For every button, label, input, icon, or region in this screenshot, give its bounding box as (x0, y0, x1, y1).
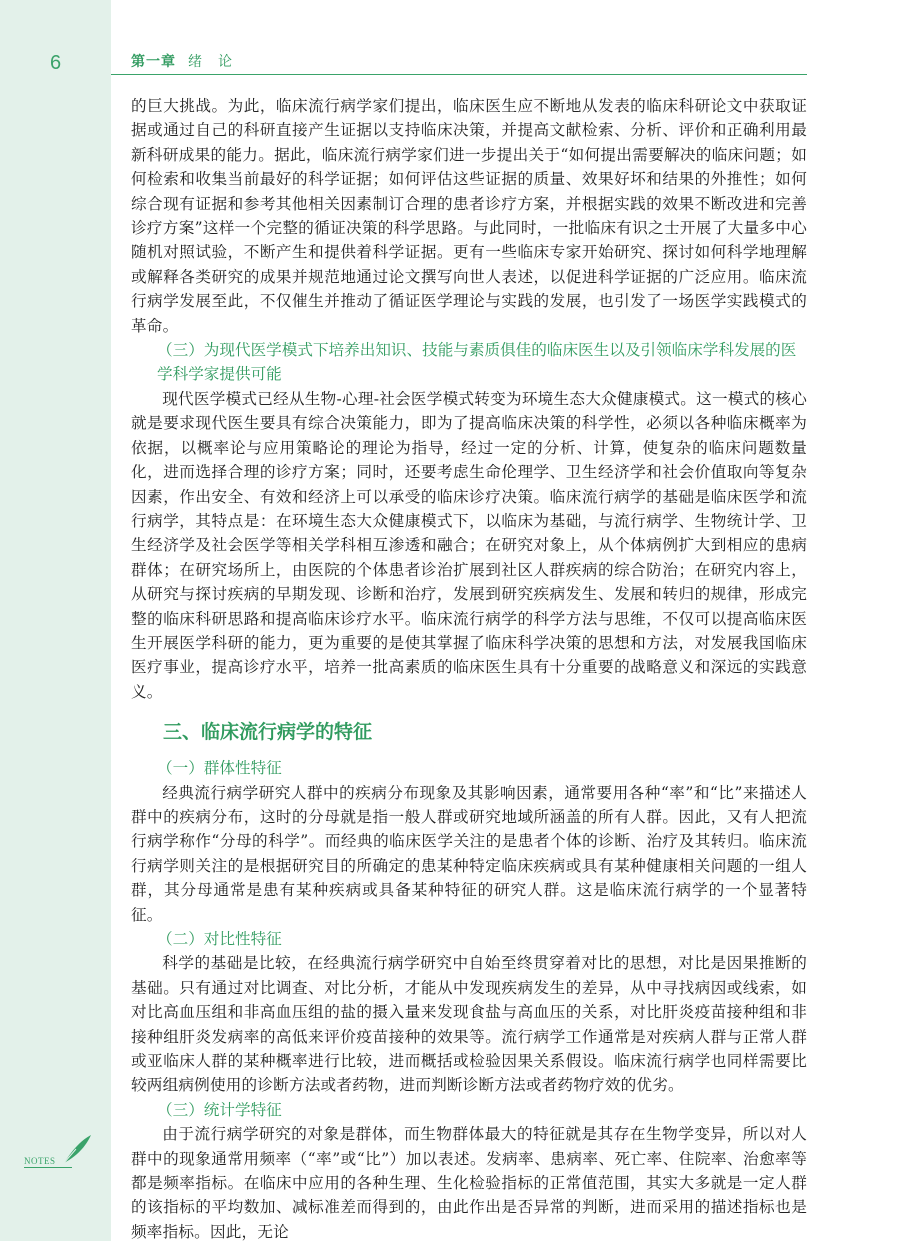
header-rule (111, 74, 807, 75)
subheading-three-modern-model: （三）为现代医学模式下培养出知识、技能与素质俱佳的临床医生以及引领临床学科发展的医学科学家提供可能 (157, 341, 797, 384)
notes-marker (24, 1134, 94, 1170)
paragraph-continued: 的巨大挑战。为此，临床流行病学家们提出，临床医生应不断地从发表的临床科研论文中获取证据或通过自己的科研直接产生证据以支持临床决策，并提高文献检索、分析、评价和正确利用最新科研成果的能力。据此，临床流行病学家们进一步提出关于“如何提出需要解决的临床问题；如何检索和收集当前最好的科学证据；如何评估这些证据的质量、效果好坏和结果的外推性；如何综合现有证据和参考其他相关因素制订合理的患者诊疗方案，并根据实践的效果不断改进和完善诊疗方案”这样一个完整的循证决策的科学思路。与此同时，一批临床有识之士开展了大量多中心随机对照试验，不断产生和提供着科学证据。更有一些临床专家开始研究、探讨如何科学地理解或解释各类研究的成果并规范地通过论文撰写向世人表述，以促进科学证据的广泛应用。临床流行病学发展至此，不仅催生并推动了循证医学理论与实践的发展，也引发了一场医学实践模式的革命。 (131, 97, 807, 335)
paragraph-statistics: 由于流行病学研究的对象是群体，而生物群体最大的特征就是其存在生物学变异，所以对人群中的现象通常用频率（“率”或“比”）加以表述。发病率、患病率、死亡率、住院率、治愈率等都是频率指标。在临床中应用的各种生理、生化检验指标的正常值范围，其实大多就是一定人群的该指标的平均数加、减标准差而得到的，由此作出是否异常的判断，进而采用的描述指标也是频率指标。因此，无论 (131, 1125, 807, 1241)
subheading-comparison: （二）对比性特征 (157, 930, 282, 948)
page-body (131, 94, 807, 1244)
section-heading-characteristics: 三、临床流行病学的特征 (163, 721, 373, 744)
paragraph-population: 经典流行病学研究人群中的疾病分布现象及其影响因素，通常要用各种“率”和“比”来描述人群中的疾病分布，这时的分母就是指一般人群或研究地域所涵盖的所有人群。因此，又有人把流行病学称作“分母的科学”。而经典的临床医学关注的是患者个体的诊断、治疗及其转归。临床流行病学则关注的是根据研究目的所确定的患某种特定临床疾病或具有某种健康相关问题的一组人群，其分母通常是患有某种疾病或具备某种特征的研究人群。这是临床流行病学的一个显著特征。 (131, 783, 807, 924)
margin-sidebar (0, 0, 111, 1241)
page-number: 6 (50, 52, 62, 74)
paragraph-comparison: 科学的基础是比较，在经典流行病学研究中自始至终贯穿着对比的思想，对比是因果推断的基础。只有通过对比调查、对比分析，才能从中发现疾病发生的差异，从中寻找病因或线索，如对比高血压组和非高血压组的盐的摄入量来发现食盐与高血压的关系，对比肝炎疫苗接种组和非接种组肝炎发病率的高低来评价疫苗接种的效果等。流行病学工作通常是对疾病人群与正常人群或亚临床人群的某种概率进行比较，进而概括或检验因果关系假设。临床流行病学也同样需要比较两组病例使用的诊断方法或者药物，进而判断诊断方法或者药物疗效的优劣。 (131, 954, 807, 1095)
notes-label: NOTES (24, 1156, 56, 1166)
chapter-label: 第一章 (131, 54, 176, 70)
running-header (131, 51, 233, 71)
subheading-statistics: （三）统计学特征 (157, 1100, 282, 1119)
subheading-population: （一）群体性特征 (157, 759, 282, 778)
chapter-title: 绪 论 (188, 54, 233, 70)
pen-icon (60, 1132, 94, 1166)
paragraph-medical-model: 现代医学模式已经从生物-心理-社会医学模式转变为环境生态大众健康模式。这一模式的核心就是要求现代医生要具有综合决策能力，即为了提高临床决策的科学性，必须以各种临床概率为依据，以概率论与应用策略论的理论为指导，经过一定的分析、计算，使复杂的临床问题数量化，进而选择合理的诊疗方案；同时，还要考虑生命伦理学、卫生经济学和社会价值取向等复杂因素，作出安全、有效和经济上可以承受的临床诊疗决策。临床流行病学的基础是临床医学和流行病学，其特点是：在环境生态大众健康模式下，以临床为基础，与流行病学、生物统计学、卫生经济学及社会医学等相关学科相互渗透和融合；在研究对象上，从个体病例扩大到相应的患病群体；在研究场所上，由医院的个体患者诊治扩展到社区人群疾病的综合防治；在研究内容上，从研究与探讨疾病的早期发现、诊断和治疗，发展到研究疾病发生、发展和转归的规律，形成完整的临床科研思路和提高临床诊疗水平。临床流行病学的科学方法与思维，不仅可以提高临床医生开展医学科研的能力，更为重要的是使其掌握了临床科学决策的思想和方法，对发展我国临床医疗事业，提高诊疗水平，培养一批高素质的临床医生具有十分重要的战略意义和深远的实践意义。 (131, 389, 807, 701)
notes-underline (24, 1167, 72, 1168)
